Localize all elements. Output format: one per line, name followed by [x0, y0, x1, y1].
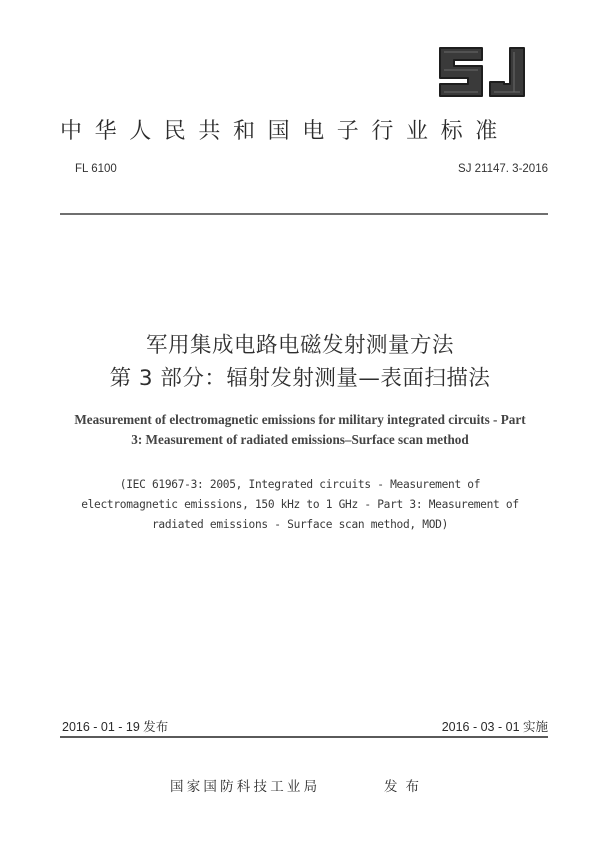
chinese-title-line-2: 第 3 部分：辐射发射测量—表面扫描法 [109, 366, 491, 391]
reference-line-1: (IEC 61967-3: 2005, Integrated circuits - Measurement of [119, 478, 481, 491]
publish-date: 2016 - 01 - 19 发布 [62, 720, 169, 734]
effective-date: 2016 - 03 - 01 实施 [441, 720, 548, 734]
chinese-title-line-1: 军用集成电路电磁发射测量方法 [145, 333, 454, 358]
standard-category: 中华人民共和国电子行业标准 [60, 119, 510, 144]
sj-logo-icon [432, 42, 542, 102]
reference-line-3: radiated emissions - Surface scan method, MOD) [151, 518, 449, 531]
reference-line-2: electromagnetic emissions, 150 kHz to 1 GHz - Part 3: Measurement of [81, 498, 519, 511]
issuing-authority: 国家国防科技工业局 [170, 779, 321, 795]
english-title-line-1: Measurement of electromagnetic emissions for military integrated circuits - Part [74, 412, 526, 427]
issued-label: 发布 [384, 779, 427, 795]
standard-number: SJ 21147. 3-2016 [458, 163, 548, 175]
english-title-line-2: 3: Measurement of radiated emissions–Surface scan method [131, 432, 469, 447]
header-divider [60, 213, 548, 215]
classification-code: FL 6100 [75, 163, 117, 175]
sj-logo [432, 42, 542, 102]
footer-divider [60, 736, 548, 738]
